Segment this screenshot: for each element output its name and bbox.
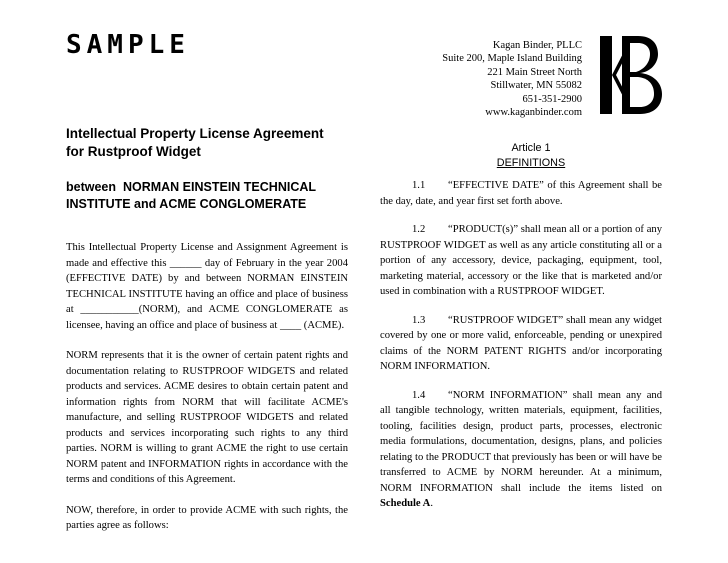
document-title xyxy=(66,125,366,161)
section-text: “RUSTPROOF WIDGET” shall mean any widget covered by one or more valid, enforceable, pending or unexpired claims of the NORM PATENT RIGHTS and/or incorporating NORM INFORMATION. xyxy=(380,314,662,372)
definitions-column xyxy=(380,178,662,525)
section-1-2 xyxy=(380,222,662,300)
section-text: “NORM INFORMATION” shall mean any and all tangible technology, written materials, equipment, facilities, tooling, facilities design, product parts, processes, electronic media formulations, documentation, designs, plans, and policies relating to the PRODUCT that previously has been or will have be transferred to ACME by NORM hereunder. At a minimum, NORM INFORMATION shall include the items listed on xyxy=(380,389,662,494)
sample-watermark: SAMPLE xyxy=(66,30,190,60)
between-line-1: between NORMAN EINSTEIN TECHNICAL xyxy=(66,180,317,194)
agreement-paragraph: NOW, therefore, in order to provide ACME with such rights, the parties agree as follows: xyxy=(66,504,348,531)
title-line-2: for Rustproof Widget xyxy=(66,144,201,159)
between-line-2: INSTITUTE and ACME CONGLOMERATE xyxy=(66,197,307,211)
title-line-1: Intellectual Property License Agreement xyxy=(66,126,324,141)
section-1-4 xyxy=(380,388,662,512)
firm-letterhead xyxy=(322,39,582,119)
firm-phone: 651-351-2900 xyxy=(522,93,582,105)
preamble-column xyxy=(66,240,348,549)
article-title: DEFINITIONS xyxy=(496,157,566,169)
section-number: 1.1 xyxy=(412,180,426,191)
section-number: 1.3 xyxy=(412,314,426,326)
section-1-3 xyxy=(380,313,662,375)
firm-suite: Suite 200, Maple Island Building xyxy=(442,53,582,65)
article-number: Article 1 xyxy=(511,142,551,154)
schedule-reference: Schedule A xyxy=(380,498,431,509)
section-tail: . xyxy=(430,498,433,509)
firm-street: 221 Main Street North xyxy=(487,66,582,78)
section-text: “PRODUCT(s)” shall mean all or a portion of any RUSTPROOF WIDGET as well as any article constituting all or a portion of any accessory, device, packaging, equipment, tool, marketing material, accessory or the like that is marketed and/or used in combination with a RUSTPROOF WIDGET. xyxy=(380,224,662,297)
kb-logo-icon xyxy=(600,36,662,114)
section-text: “EFFECTIVE DATE” of this Agreement shall be the day, date, and year first set forth above. xyxy=(380,180,662,207)
recitals-paragraph: NORM represents that it is the owner of certain patent rights and documentation relating to RUSTPROOF WIDGETS and related products and services. ACME desires to obtain certain patent and information rights from NORM that will facilitate ACME's manufacture, and selling RUSTPROOF WIDGETS and related products and services incorporating such rights to any third parties. NORM is willing to grant ACME the right to use certain NORM patent and INFORMATION rights in accordance with the terms and conditions of this Agreement. xyxy=(66,350,348,485)
firm-city: Stillwater, MN 55082 xyxy=(490,80,582,92)
section-number: 1.4 xyxy=(412,389,426,401)
section-1-1 xyxy=(380,178,662,209)
article-heading xyxy=(466,141,596,171)
section-number: 1.2 xyxy=(412,224,426,235)
firm-web: www.kaganbinder.com xyxy=(485,107,582,119)
parties-heading xyxy=(66,179,366,213)
preamble-paragraph: This Intellectual Property License and Assignment Agreement is made and effective this ______ day of February in the year 2004 (EFFECTIVE DATE) by and between NORMAN EINSTEIN TECHNICAL INSTITUTE having an office and place of business at ___________(NORM), and ACME CONGLOMERATE as licensee, having an office and place of business at ____ (ACME). xyxy=(66,242,348,331)
firm-name: Kagan Binder, PLLC xyxy=(492,40,582,51)
